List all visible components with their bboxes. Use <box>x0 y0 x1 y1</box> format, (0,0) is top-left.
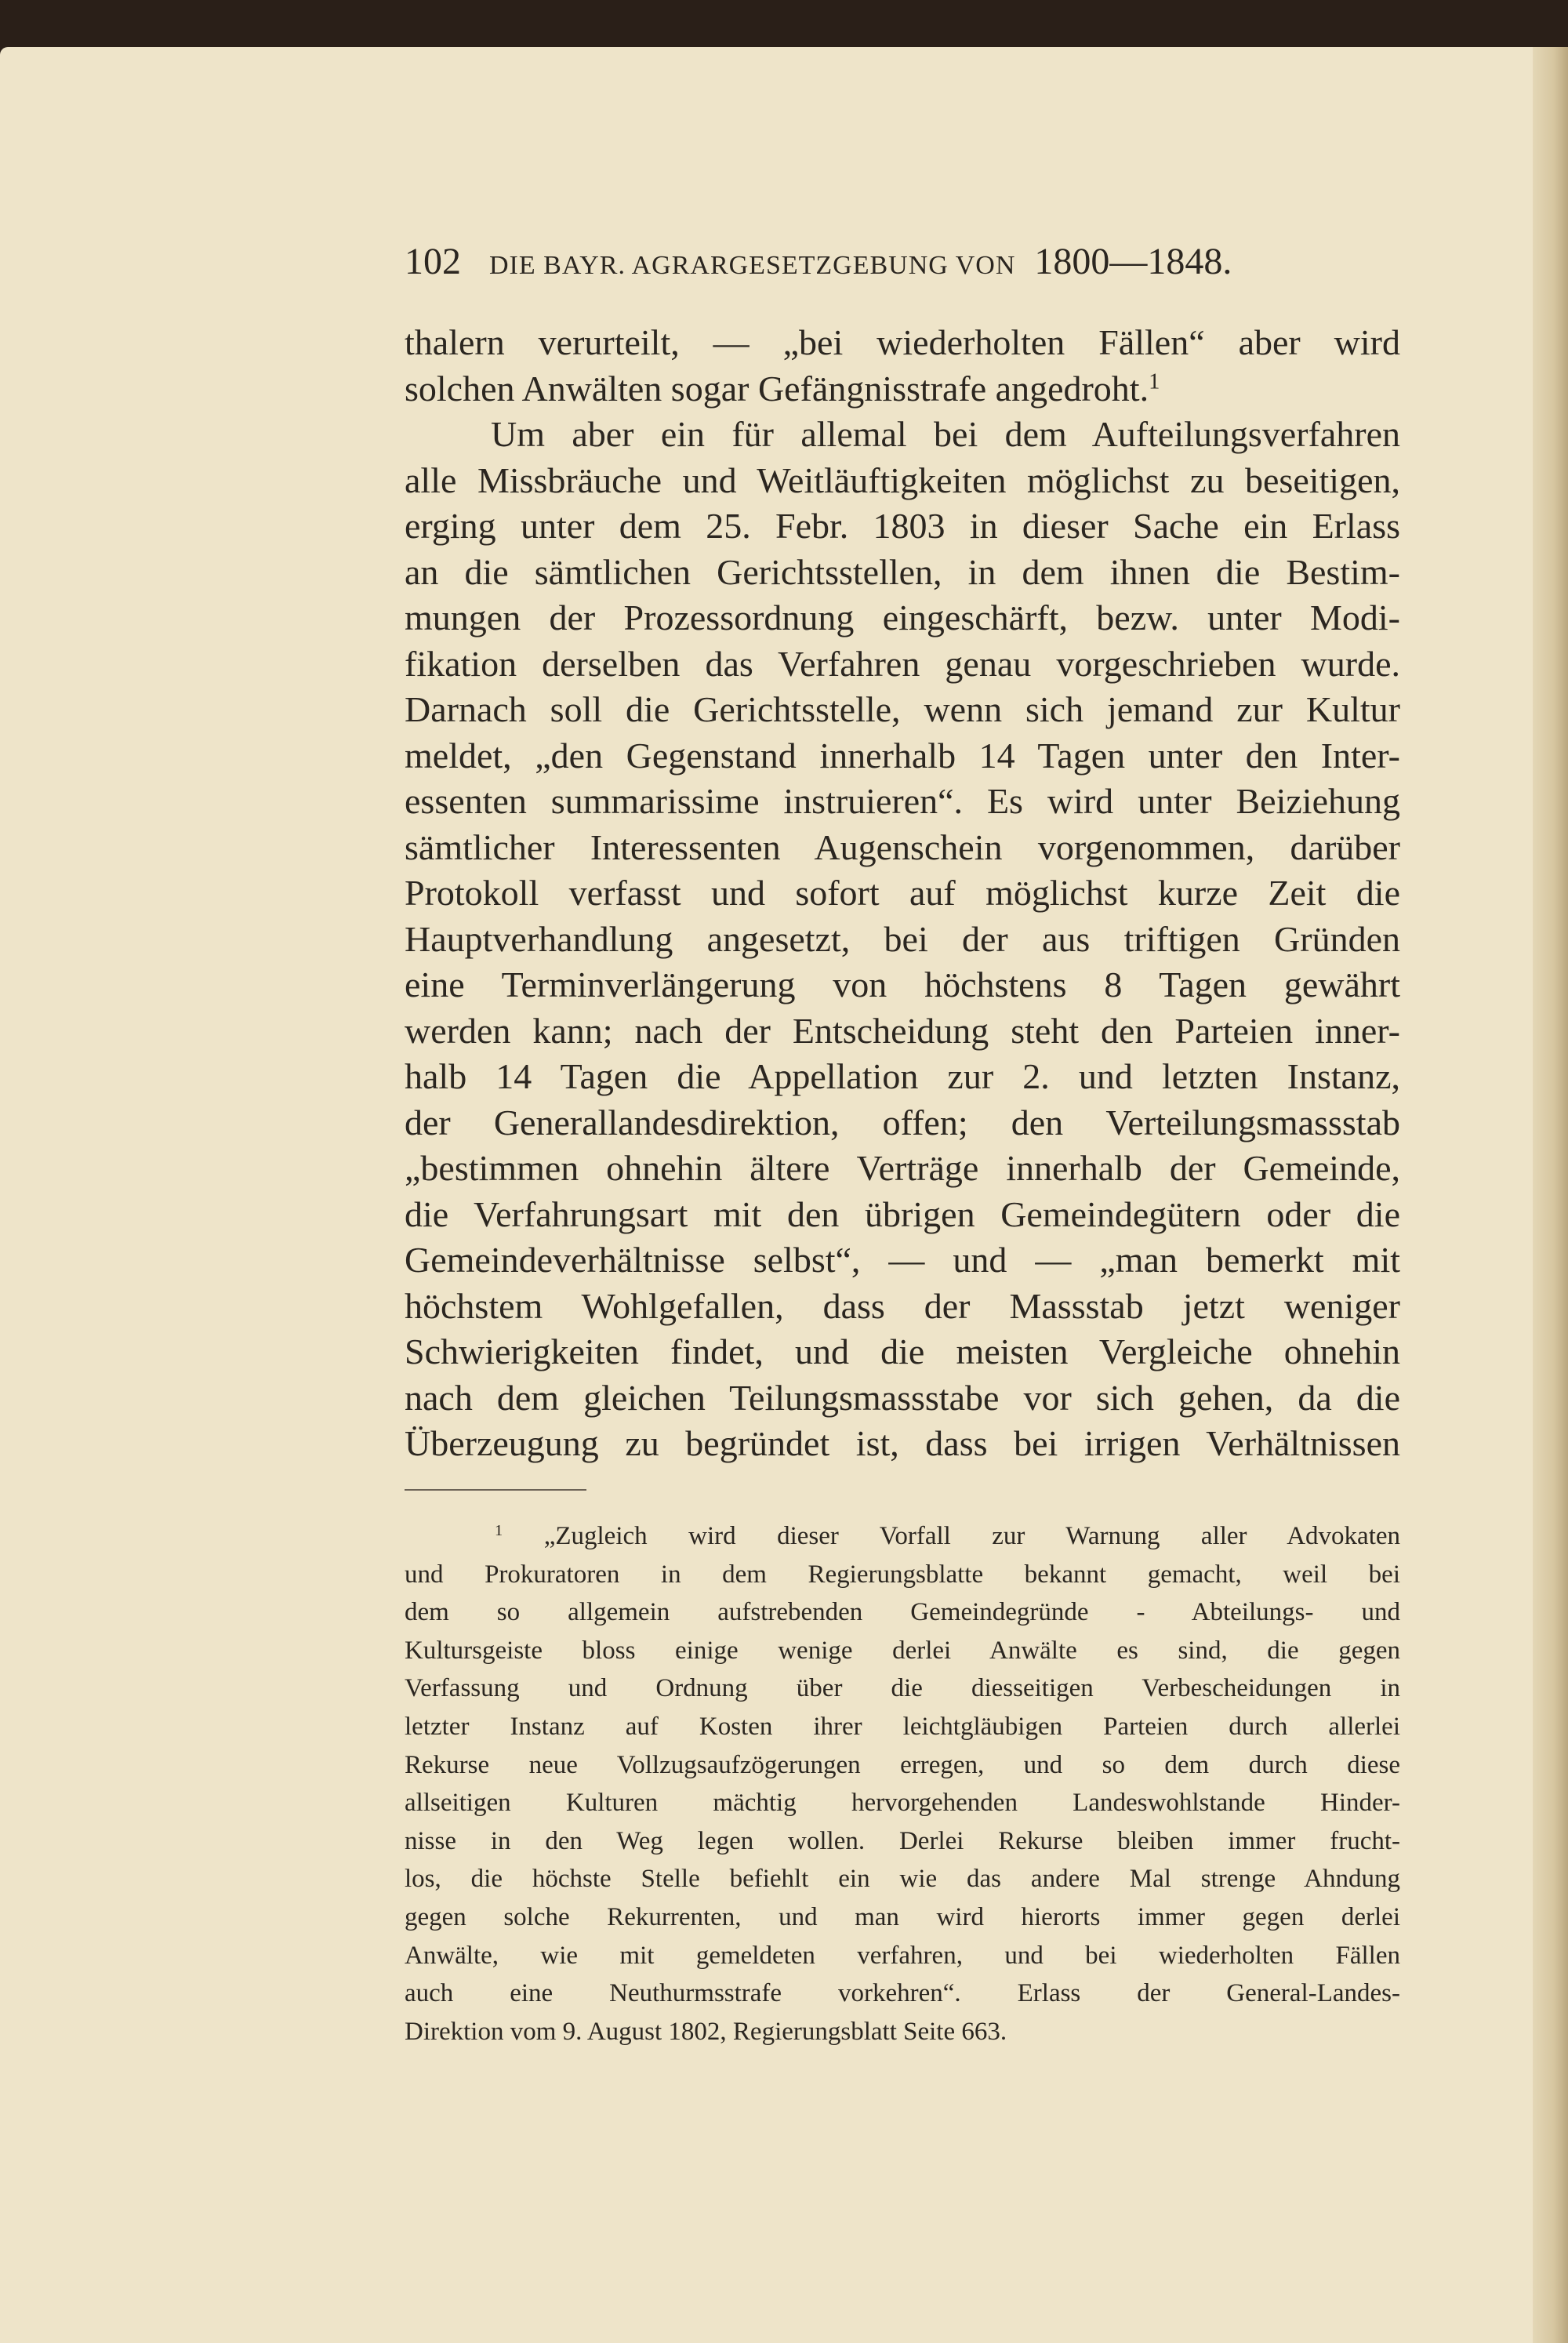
footnote-line-text: „Zugleich wird dieser Vorfall zur Warnung aller Advokaten <box>543 1522 1401 1550</box>
body-line: nach dem gleichen Teilungsmassstabe vor sich gehen, da die <box>405 1377 1400 1418</box>
body-line: sämtlicher Interessenten Augenschein vorgenommen, darüber <box>405 826 1400 867</box>
footnote-line: los, die höchste Stelle befiehlt ein wie das andere Mal strenge Ahndung <box>405 1865 1400 1894</box>
body-line: meldet, „den Gegenstand innerhalb 14 Tagen unter den Inter- <box>405 735 1400 776</box>
body-line: mungen der Prozessordnung eingeschärft, bezw. unter Modi- <box>405 598 1400 638</box>
footnote-line: letzter Instanz auf Kosten ihrer leichtgläubigen Parteien durch allerlei <box>405 1712 1400 1741</box>
body-line: Gemeindeverhältnisse selbst“, — und — „man bemerkt mit <box>405 1240 1400 1280</box>
footnote-line: allseitigen Kulturen mächtig hervorgehenden Landeswohlstande Hinder- <box>405 1789 1400 1818</box>
footnote-line: und Prokuratoren in dem Regierungsblatte bekannt gemacht, weil bei <box>405 1560 1400 1589</box>
footnote-line <box>405 1517 1400 1556</box>
page-number: 102 <box>405 241 461 282</box>
running-header <box>405 240 1326 283</box>
body-line: Um aber ein für allemal bei dem Aufteilungsverfahren <box>491 414 1400 454</box>
body-line: Protokoll verfasst und sofort auf möglichst kurze Zeit die <box>405 873 1400 913</box>
body-line: der Generallandesdirektion, offen; den Verteilungsmassstab <box>405 1102 1400 1142</box>
footnote-line: dem so allgemein aufstrebenden Gemeindegründe - Abteilungs- und <box>405 1598 1400 1627</box>
body-line: halb 14 Tagen die Appellation zur 2. und letzten Instanz, <box>405 1056 1400 1096</box>
running-title: DIE BAYR. AGRARGESETZGEBUNG VON <box>489 251 1016 280</box>
body-line: Schwierigkeiten findet, und die meisten Vergleiche ohnehin <box>405 1331 1400 1371</box>
body-line: essenten summarissime instruieren“. Es wird unter Beiziehung <box>405 781 1400 821</box>
footnote-divider <box>405 1489 586 1491</box>
footnote-marker: 1 <box>495 1521 503 1539</box>
footnote-reference: 1 <box>1149 369 1160 394</box>
body-line <box>405 366 1400 412</box>
footnote-line: nisse in den Weg legen wollen. Derlei Rekurse bleiben immer frucht- <box>405 1826 1400 1855</box>
body-text <box>405 320 1400 1467</box>
footnote-line: Verfassung und Ordnung über die diesseitigen Verbescheidungen in <box>405 1674 1400 1703</box>
footnote-line: Rekurse neue Vollzugsaufzögerungen erregen, und so dem durch diese <box>405 1750 1400 1779</box>
body-line: Hauptverhandlung angesetzt, bei der aus triftigen Gründen <box>405 918 1400 959</box>
footnote-line: Kultursgeiste bloss einige wenige derlei Anwälte es sind, die gegen <box>405 1636 1400 1665</box>
body-line: höchstem Wohlgefallen, dass der Massstab jetzt weniger <box>405 1285 1400 1326</box>
page-edge <box>1533 47 1568 2343</box>
footnote-line: Anwälte, wie mit gemeldeten verfahren, und bei wiederholten Fällen <box>405 1941 1400 1970</box>
body-line: die Verfahrungsart mit den übrigen Gemeindegütern oder die <box>405 1193 1400 1234</box>
body-line: an die sämtlichen Gerichtsstellen, in dem ihnen die Bestim- <box>405 551 1400 592</box>
body-line: thalern verurteilt, — „bei wiederholten Fällen“ aber wird <box>405 322 1400 362</box>
footnote-line: gegen solche Rekurrenten, und man wird hierorts immer gegen derlei <box>405 1902 1400 1931</box>
footnote-line: auch eine Neuthurmsstrafe vorkehren“. Erlass der General-Landes- <box>405 1979 1400 2008</box>
body-line: werden kann; nach der Entscheidung steht den Parteien inner- <box>405 1010 1400 1051</box>
footnote <box>405 1517 1400 2051</box>
body-line: „bestimmen ohnehin ältere Verträge innerhalb der Gemeinde, <box>405 1148 1400 1188</box>
body-line: Überzeugung zu begründet ist, dass bei irrigen Verhältnissen <box>405 1423 1400 1463</box>
body-line-text: solchen Anwälten sogar Gefängnisstrafe angedroht. <box>405 368 1149 409</box>
body-line: alle Missbräuche und Weitläuftigkeiten möglichst zu beseitigen, <box>405 460 1400 500</box>
body-line: fikation derselben das Verfahren genau vorgeschrieben wurde. <box>405 643 1400 684</box>
running-title-years: 1800—1848. <box>1034 241 1232 282</box>
body-line: erging unter dem 25. Febr. 1803 in dieser Sache ein Erlass <box>405 506 1400 546</box>
footnote-line: Direktion vom 9. August 1802, Regierungsblatt Seite 663. <box>405 2017 1007 2046</box>
body-line: Darnach soll die Gerichtsstelle, wenn sich jemand zur Kultur <box>405 689 1400 729</box>
body-line: eine Terminverlängerung von höchstens 8 Tagen gewährt <box>405 964 1400 1004</box>
